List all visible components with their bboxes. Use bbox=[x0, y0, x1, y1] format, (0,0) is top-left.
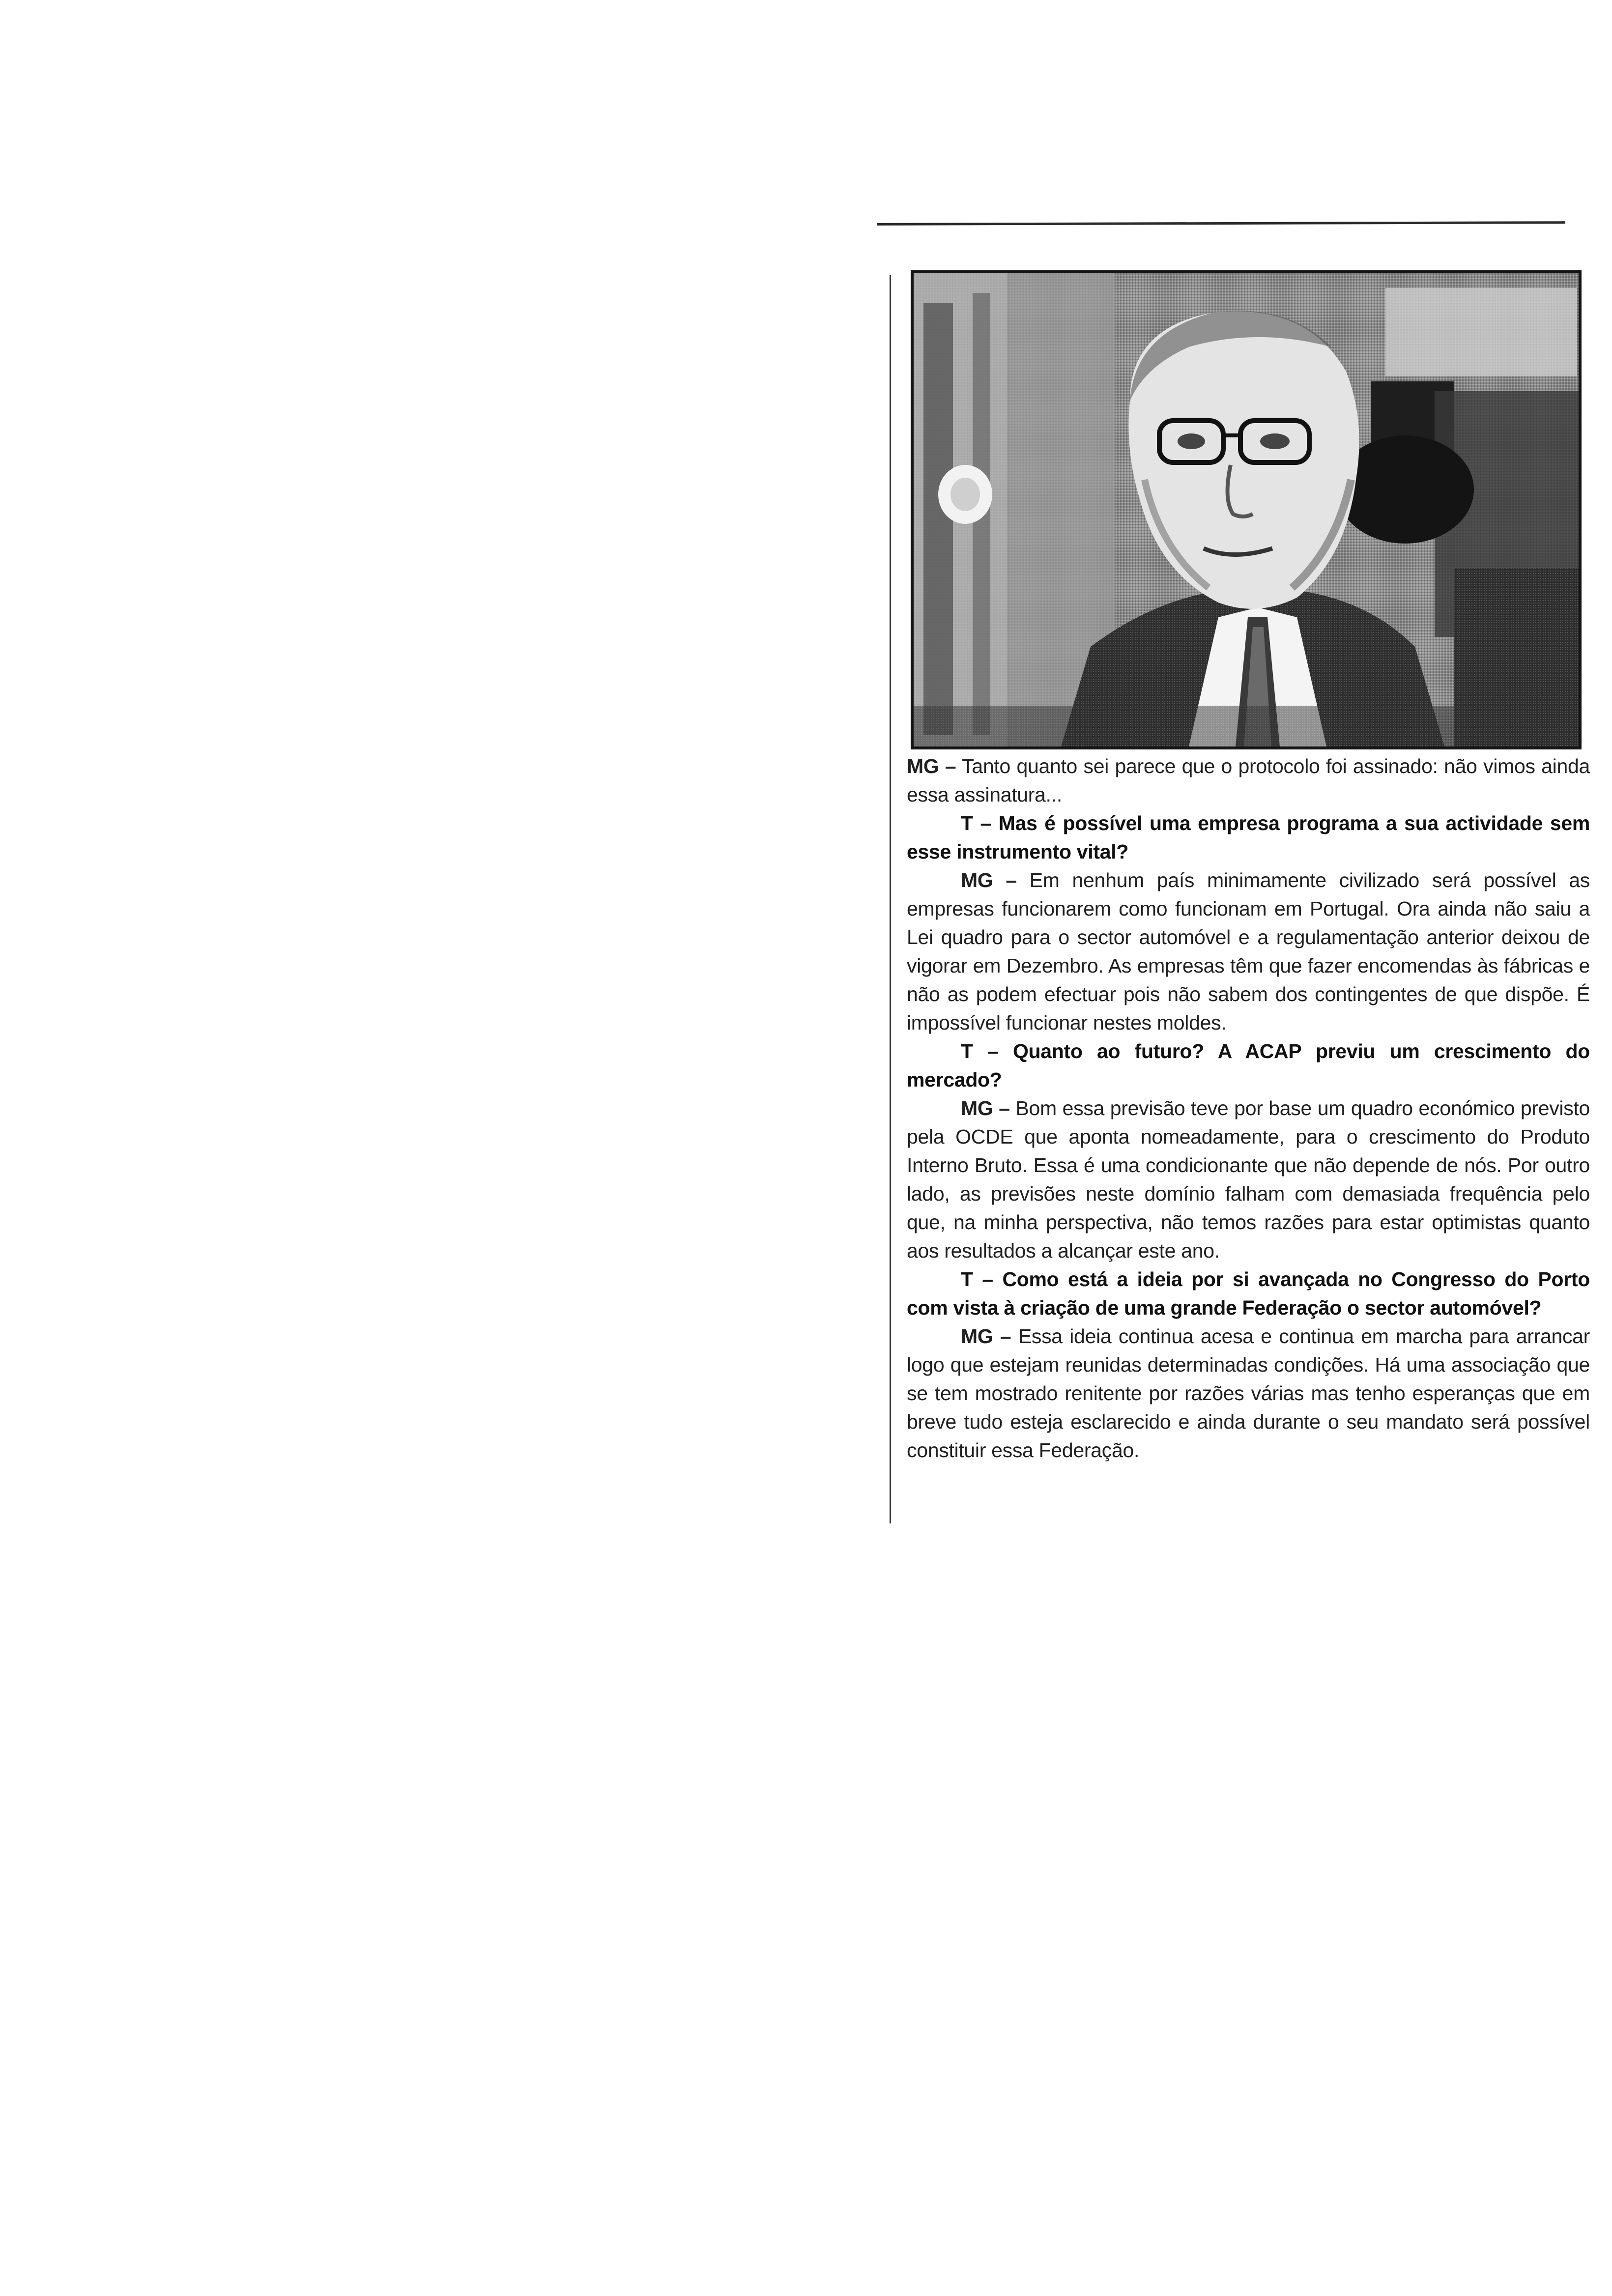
paragraph-text: Tanto quanto sei parece que o protocolo foi assinado: não vimos ainda essa assinatura... bbox=[907, 755, 1590, 806]
article-paragraph-answer bbox=[907, 1094, 1590, 1265]
speaker-label: MG – bbox=[907, 755, 956, 777]
speaker-label: T – bbox=[961, 1268, 993, 1291]
column-divider-rule bbox=[890, 275, 891, 1523]
newspaper-clipping bbox=[897, 256, 1590, 1523]
top-divider-rule bbox=[877, 221, 1565, 226]
speaker-label: T – bbox=[961, 812, 991, 834]
article-paragraph-answer bbox=[907, 1322, 1590, 1464]
paragraph-text: Bom essa previsão teve por base um quadro económico previsto pela OCDE que aponta nomeadamente, para o crescimento do Produto Interno Bruto. Essa é uma condicionante que não depende de nós. Por outro lado, as previsões neste domínio falham com demasiada frequência pelo que, na minha perspectiva, não temos razões para estar optimistas quanto aos resultados a alcançar este ano. bbox=[907, 1097, 1590, 1262]
article-paragraph-question bbox=[907, 809, 1590, 866]
paragraph-text: Mas é possível uma empresa programa a sua actividade sem esse instrumento vital? bbox=[907, 812, 1590, 863]
speaker-label: T – bbox=[961, 1040, 999, 1062]
portrait-photo bbox=[911, 270, 1582, 749]
speaker-label: MG – bbox=[961, 1097, 1010, 1119]
interview-article-body bbox=[907, 752, 1590, 1464]
paragraph-text: Essa ideia continua acesa e continua em marcha para arrancar logo que estejam reunidas determinadas condições. Há uma associação que se tem mostrado renitente por razões várias mas tenho esperanças que em breve tudo esteja esclarecido e ainda durante o seu mandato será possível constituir essa Federação. bbox=[907, 1325, 1590, 1462]
article-paragraph-question bbox=[907, 1265, 1590, 1322]
paragraph-text: Em nenhum país minimamente civilizado será possível as empresas funcionarem como funcionam em Portugal. Ora ainda não saiu a Lei quadro para o sector automóvel e a regulamentação anterior deixou de vigorar em Dezembro. As empresas têm que fazer encomendas às fábricas e não as podem efectuar pois não sabem dos contingentes de que dispõe. É impossível funcionar nestes moldes. bbox=[907, 869, 1590, 1034]
paragraph-text: Quanto ao futuro? A ACAP previu um crescimento do mercado? bbox=[907, 1040, 1590, 1091]
article-paragraph-question bbox=[907, 1037, 1590, 1094]
speaker-label: MG – bbox=[961, 869, 1017, 891]
speaker-label: MG – bbox=[961, 1325, 1011, 1348]
article-paragraph-answer bbox=[907, 866, 1590, 1037]
article-paragraph-answer bbox=[907, 752, 1590, 809]
paragraph-text: Como está a ideia por si avançada no Congresso do Porto com vista à criação de uma grande Federação o sector automóvel? bbox=[907, 1268, 1590, 1319]
